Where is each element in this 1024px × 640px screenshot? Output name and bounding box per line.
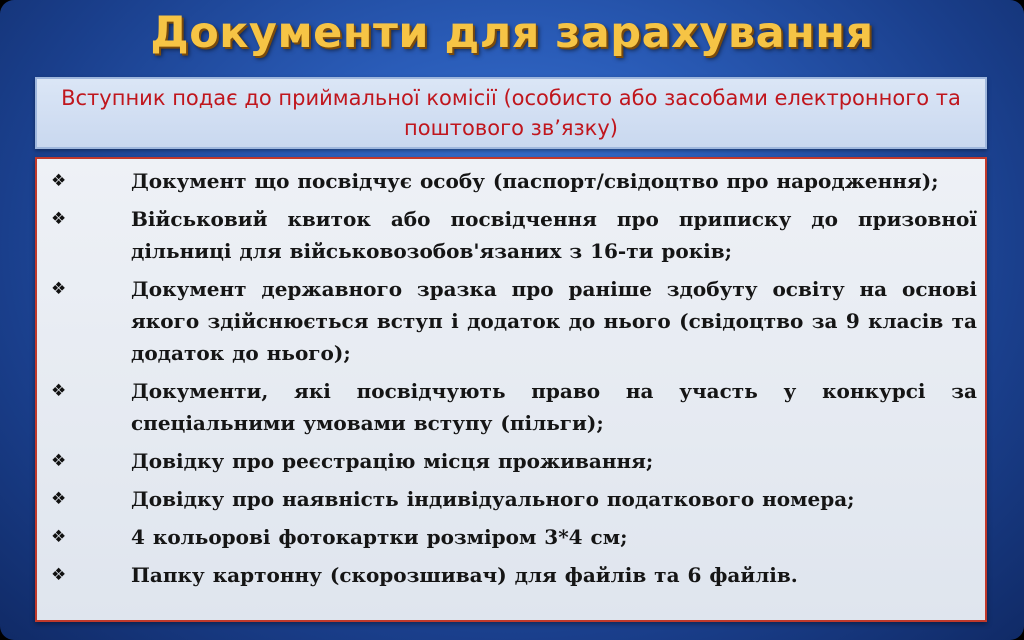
- list-item: [43, 559, 977, 591]
- list-item-text: Довідку про наявність індивідуального податкового номера;: [131, 487, 855, 511]
- list-item: [43, 165, 977, 197]
- diamond-bullet-icon: ❖: [51, 565, 67, 585]
- list-item: [43, 483, 977, 515]
- list-item-text: Документи, які посвідчують право на участь у конкурсі за спеціальними умовами вступу (пільги);: [131, 379, 977, 435]
- diamond-bullet-icon: ❖: [51, 209, 67, 229]
- diamond-bullet-icon: ❖: [51, 527, 67, 547]
- diamond-bullet-icon: ❖: [51, 451, 67, 471]
- list-item-text: 4 кольорові фотокартки розміром 3*4 см;: [131, 525, 628, 549]
- diamond-bullet-icon: ❖: [51, 381, 67, 401]
- list-item: [43, 375, 977, 439]
- list-item-text: Довідку про реєстрацію місця проживання;: [131, 449, 654, 473]
- list-item-text: Документ що посвідчує особу (паспорт/свідоцтво про народження);: [131, 169, 939, 193]
- list-item-text: Папку картонну (скорозшивач) для файлів та 6 файлів.: [131, 563, 798, 587]
- diamond-bullet-icon: ❖: [51, 279, 67, 299]
- slide-title: Документи для зарахування: [150, 8, 874, 58]
- list-item: [43, 203, 977, 267]
- list-item: [43, 273, 977, 369]
- list-item: [43, 445, 977, 477]
- list-item-text: Військовий квиток або посвідчення про приписку до призовної дільниці для військовозобов'язаних з 16-ти років;: [131, 207, 977, 263]
- subtitle-box: [35, 77, 987, 149]
- documents-list: [43, 165, 977, 591]
- diamond-bullet-icon: ❖: [51, 171, 67, 191]
- diamond-bullet-icon: ❖: [51, 489, 67, 509]
- documents-list-box: [35, 157, 987, 622]
- subtitle-text: Вступник подає до приймальної комісії (особисто або засобами електронного та поштового зв’язку): [61, 86, 961, 140]
- list-item-text: Документ державного зразка про раніше здобуту освіту на основі якого здійснюється вступ і додаток до нього (свідоцтво за 9 класів та додаток до нього);: [131, 277, 977, 365]
- list-item: [43, 521, 977, 553]
